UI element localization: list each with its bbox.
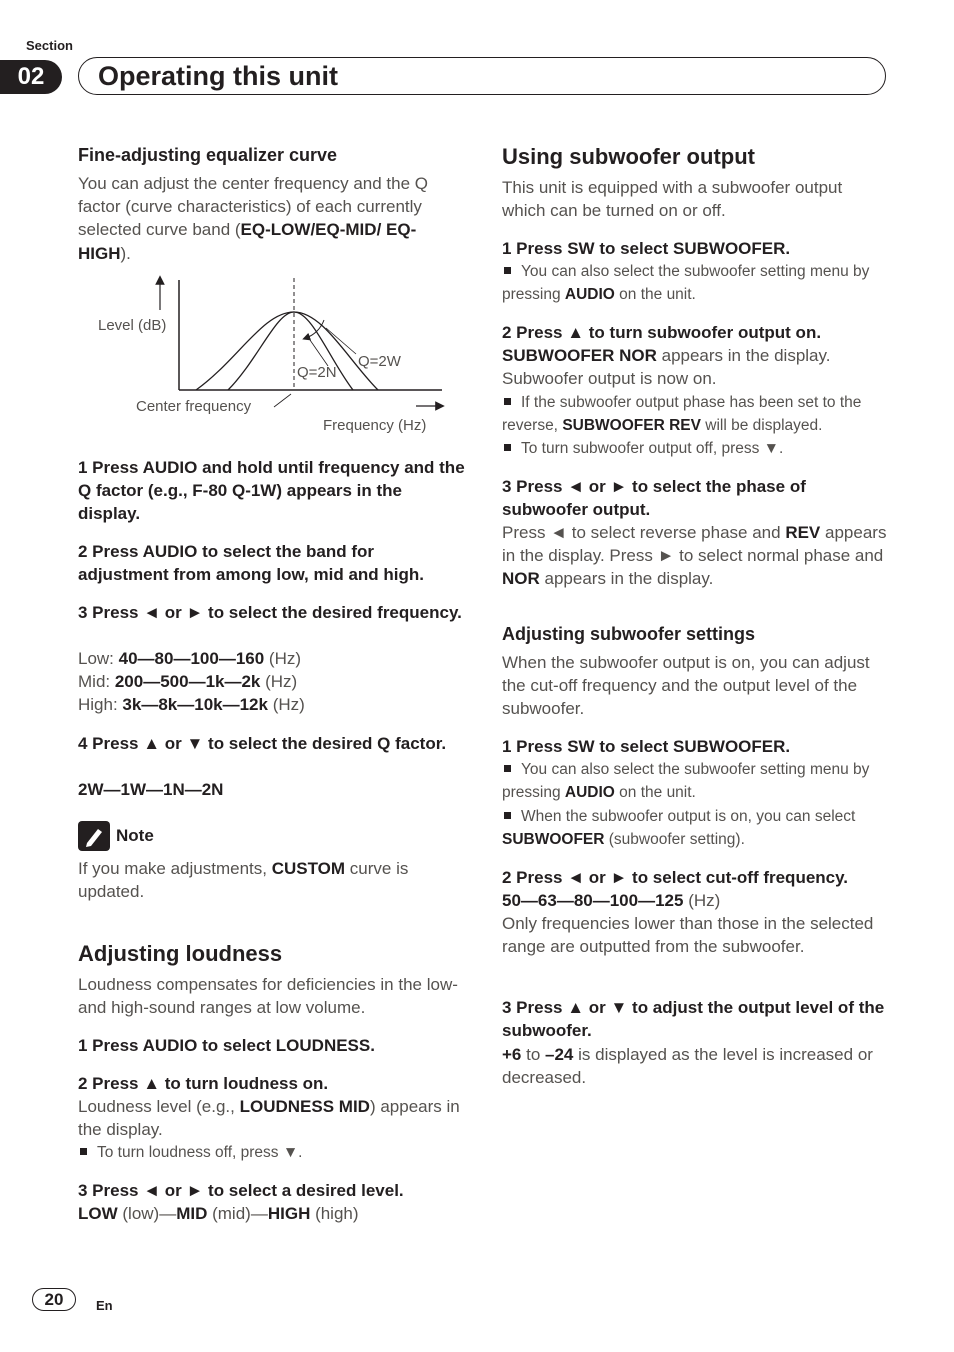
loudness-levels: LOW (low)—MID (mid)—HIGH (high)	[78, 1204, 359, 1223]
section-number-badge: 02	[0, 60, 62, 94]
sub-nor-text: SUBWOOFER NOR appears in the display. Subwoofer output is now on.	[502, 346, 831, 389]
fine-step-1: 1 Press AUDIO and hold until frequency and the Q factor (e.g., F-80 Q-1W) appears in the display.	[78, 458, 465, 524]
fine-adjust-intro: You can adjust the center frequency and the Q factor (curve characteristics) of each currently selected curve band (EQ-LOW/EQ-MID/ EQ-HIGH).	[78, 174, 429, 263]
fine-step-3: 3 Press ◄ or ► to select the desired frequency.	[78, 603, 462, 622]
cutoff-values: 50—63—80—100—125 (Hz)	[502, 891, 721, 910]
page-number: 20	[32, 1288, 76, 1311]
q2w-label: Q=2W	[358, 353, 401, 370]
fine-adjust-heading: Fine-adjusting equalizer curve	[78, 145, 338, 165]
sub-phase-text: Press ◄ to select reverse phase and REV appears in the display. Press ► to select normal phase and NOR appears in the display.	[502, 523, 887, 589]
settings-bullet-1: You can also select the subwoofer setting menu by pressing AUDIO on the unit.	[502, 761, 870, 801]
sub-bullet-1: You can also select the subwoofer setting menu by pressing AUDIO on the unit.	[502, 263, 870, 303]
subwoofer-heading: Using subwoofer output	[502, 144, 755, 169]
settings-step-3: 3 Press ▲ or ▼ to adjust the output level of the subwoofer.	[502, 998, 885, 1041]
sub-bullet-2: If the subwoofer output phase has been set to the reverse, SUBWOOFER REV will be displayed.	[502, 394, 862, 434]
subwoofer-intro: This unit is equipped with a subwoofer output which can be turned on or off.	[502, 178, 843, 221]
low-freq-values: Low: 40—80—100—160 (Hz)	[78, 649, 302, 668]
level-label: Level (dB)	[98, 317, 167, 334]
note-label: Note	[116, 826, 154, 845]
section-label: Section	[26, 38, 73, 53]
mid-freq-values: Mid: 200—500—1k—2k (Hz)	[78, 672, 298, 691]
sub-settings-heading: Adjusting subwoofer settings	[502, 624, 756, 644]
fine-step-4: 4 Press ▲ or ▼ to select the desired Q factor.	[78, 734, 447, 753]
cutoff-text: Only frequencies lower than those in the selected range are outputted from the subwoofer.	[502, 914, 874, 957]
loudness-heading: Adjusting loudness	[78, 941, 283, 966]
wide-curve	[196, 312, 378, 390]
q2n-leader	[310, 340, 328, 366]
q2w-leader	[326, 328, 356, 354]
output-level-text: +6 to –24 is displayed as the level is increased or decreased.	[502, 1045, 873, 1088]
center-frequency-label: Center frequency	[136, 398, 252, 415]
sub-step-3: 3 Press ◄ or ► to select the phase of subwoofer output.	[502, 477, 806, 520]
settings-step-2: 2 Press ◄ or ► to select cut-off frequency.	[502, 868, 849, 887]
loudness-off-bullet: To turn loudness off, press ▼.	[78, 1141, 466, 1164]
page-title: Operating this unit	[98, 61, 338, 91]
note-pencil-icon	[78, 821, 110, 851]
language-label: En	[96, 1298, 113, 1313]
sub-settings-intro: When the subwoofer output is on, you can adjust the cut-off frequency and the output level of the subwoofer.	[502, 653, 870, 719]
high-freq-values: High: 3k—8k—10k—12k (Hz)	[78, 695, 305, 714]
loudness-step-2: 2 Press ▲ to turn loudness on.	[78, 1074, 329, 1093]
loudness-step-1: 1 Press AUDIO to select LOUDNESS.	[78, 1036, 375, 1055]
loudness-intro: Loudness compensates for deficiencies in the low- and high-sound ranges at low volume.	[78, 975, 458, 1018]
fine-step-2: 2 Press AUDIO to select the band for adjustment from among low, mid and high.	[78, 542, 424, 585]
note-text: If you make adjustments, CUSTOM curve is updated.	[78, 859, 409, 902]
sub-step-1: 1 Press SW to select SUBWOOFER.	[502, 239, 791, 258]
sub-bullet-3: To turn subwoofer output off, press ▼.	[502, 437, 890, 460]
q2n-label: Q=2N	[297, 364, 337, 381]
q-factor-values: 2W—1W—1N—2N	[78, 780, 224, 799]
center-leader	[274, 394, 291, 407]
sub-step-2: 2 Press ▲ to turn subwoofer output on.	[502, 323, 822, 342]
settings-step-1: 1 Press SW to select SUBWOOFER.	[502, 737, 791, 756]
frequency-label: Frequency (Hz)	[323, 417, 427, 434]
loudness-level-text: Loudness level (e.g., LOUDNESS MID) appears in the display.	[78, 1097, 460, 1140]
settings-bullet-2: When the subwoofer output is on, you can select SUBWOOFER (subwoofer setting).	[502, 808, 856, 848]
eq-curve-diagram	[78, 270, 466, 440]
loudness-step-3: 3 Press ◄ or ► to select a desired level.	[78, 1181, 404, 1200]
